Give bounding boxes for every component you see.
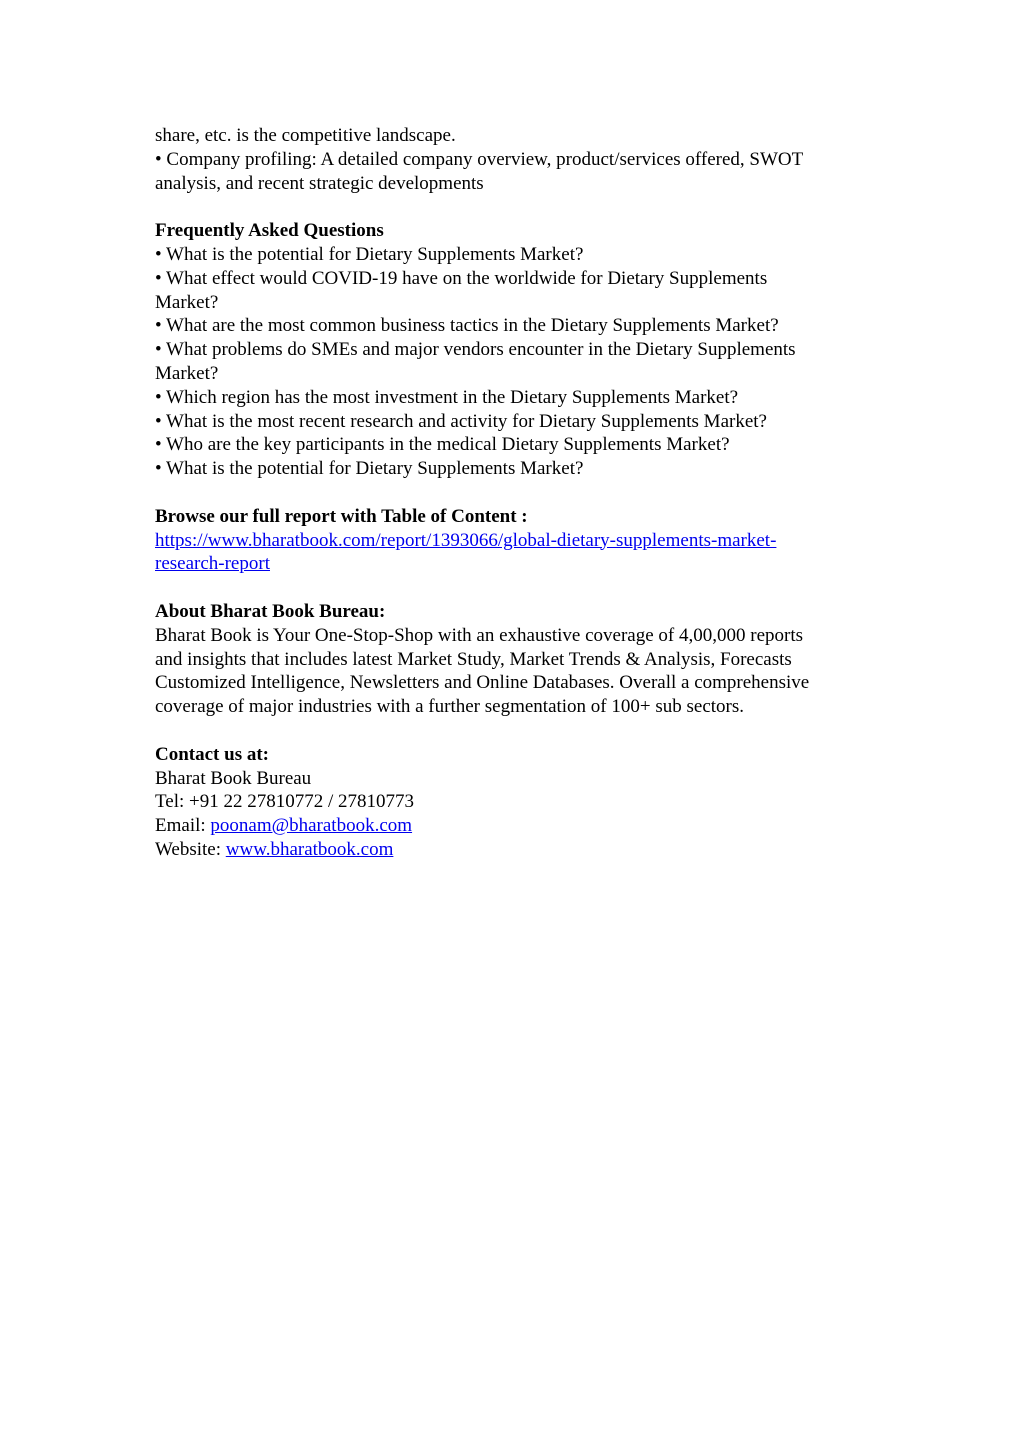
faq-item: • What effect would COVID-19 have on the worldwide for Dietary Supplements: [155, 267, 768, 289]
about-line: coverage of major industries with a further segmentation of 100+ sub sectors.: [155, 696, 744, 718]
email-label: Email:: [155, 815, 211, 837]
faq-item: • What is the most recent research and activity for Dietary Supplements Market?: [155, 410, 767, 432]
contact-company: Bharat Book Bureau: [155, 767, 312, 789]
paragraph-spacer: [155, 481, 875, 505]
faq-item: • What is the potential for Dietary Supplements Market?: [155, 458, 584, 480]
website-link[interactable]: www.bharatbook.com: [225, 838, 394, 860]
intro-line: share, etc. is the competitive landscape.: [155, 125, 456, 146]
about-line: and insights that includes latest Market Study, Market Trends & Analysis, Forecasts: [155, 648, 792, 670]
faq-item: • What are the most common business tactics in the Dietary Supplements Market?: [155, 315, 779, 337]
about-line: Customized Intelligence, Newsletters and Online Databases. Overall a comprehensive: [155, 672, 810, 694]
faq-heading: Frequently Asked Questions: [155, 220, 384, 242]
contact-heading: Contact us at:: [155, 743, 269, 765]
paragraph-spacer: [155, 195, 875, 219]
about-heading: About Bharat Book Bureau:: [155, 600, 386, 622]
faq-item: • Who are the key participants in the medical Dietary Supplements Market?: [155, 434, 730, 456]
about-paragraph: [155, 624, 875, 719]
report-link-line-2[interactable]: research-report: [155, 553, 270, 575]
faq-item: • Which region has the most investment in the Dietary Supplements Market?: [155, 386, 739, 408]
faq-item-continued: Market?: [155, 291, 219, 313]
email-link[interactable]: poonam@bharatbook.com: [210, 815, 413, 837]
report-link[interactable]: [155, 529, 875, 577]
paragraph-spacer: [155, 576, 875, 600]
faq-item-continued: Market?: [155, 362, 219, 384]
about-line: Bharat Book is Your One-Stop-Shop with an exhaustive coverage of 4,00,000 reports: [155, 624, 804, 646]
faq-list: [155, 243, 875, 481]
document-page: [155, 124, 875, 862]
faq-item: • What problems do SMEs and major vendors encounter in the Dietary Supplements: [155, 339, 796, 361]
browse-report-heading: Browse our full report with Table of Content :: [155, 505, 528, 527]
paragraph-spacer: [155, 719, 875, 743]
contact-website-row: [155, 838, 875, 862]
report-link-line-1[interactable]: https://www.bharatbook.com/report/1393066/global-dietary-supplements-market-: [155, 529, 777, 551]
website-label: Website:: [155, 838, 226, 860]
company-profiling-bullet-continued: analysis, and recent strategic developments: [155, 172, 484, 194]
contact-tel: Tel: +91 22 27810772 / 27810773: [155, 791, 415, 813]
contact-email-row: [155, 814, 875, 838]
faq-item: • What is the potential for Dietary Supplements Market?: [155, 243, 584, 265]
company-profiling-bullet: • Company profiling: A detailed company overview, product/services offered, SWOT: [155, 148, 804, 170]
